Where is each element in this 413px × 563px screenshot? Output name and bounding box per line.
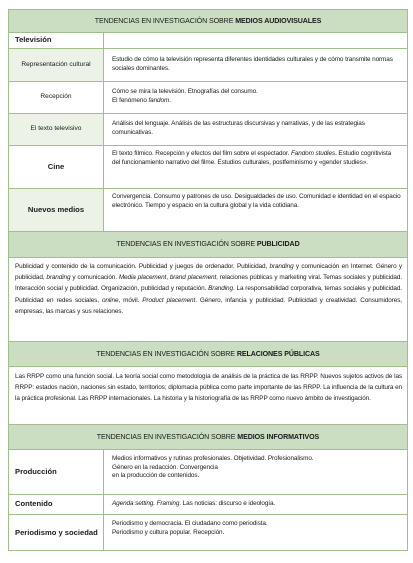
section-header-publicidad bbox=[8, 232, 408, 258]
row-text: Análisis del lenguaje. Análisis de las estructuras discursivas y narrativas, y de las estrategias comunicativas. bbox=[112, 120, 365, 136]
text-segment: branding bbox=[269, 263, 294, 270]
row-line: El fenómeno fandom. bbox=[112, 96, 171, 104]
section-header-rrpp bbox=[8, 342, 408, 367]
table-row bbox=[9, 146, 407, 189]
row-label: Nuevos medios bbox=[9, 189, 104, 231]
row-line: Género en la redacción. Convergencia bbox=[112, 463, 218, 471]
text-segment: Product placement bbox=[142, 296, 196, 304]
header-prefix: TENDENCIAS EN INVESTIGACIÓN SOBRE bbox=[94, 17, 236, 25]
row-label: Producción bbox=[9, 450, 104, 494]
section-header-informativos bbox=[8, 425, 408, 450]
header-bold: PUBLICIDAD bbox=[256, 240, 300, 248]
text-segment: Media placement bbox=[118, 274, 167, 282]
row-text bbox=[104, 515, 407, 550]
section-header-audiovisual bbox=[8, 9, 408, 33]
header-prefix: TENDENCIAS EN INVESTIGACIÓN SOBRE bbox=[96, 433, 238, 441]
row-line: Cómo se mira la televisión. Etnografías del consumo. bbox=[112, 88, 258, 95]
audiovisual-table bbox=[8, 33, 408, 232]
header-bold: RELACIONES PÚBLICAS bbox=[236, 350, 320, 358]
table-row bbox=[9, 82, 407, 114]
table-row bbox=[9, 495, 407, 515]
table-row bbox=[9, 189, 407, 232]
header-prefix: TENDENCIAS EN INVESTIGACIÓN SOBRE bbox=[96, 350, 237, 358]
row-text: Convergencia. Consumo y patrones de uso. Desigualdades de uso. Comunidad e identidad en el espacio electrónico. Tiempo y espacio en la cultura global y la vida cotidiana. bbox=[112, 193, 401, 209]
publicidad-text bbox=[8, 258, 408, 342]
text-segment: . Género, infancia y publicidad. Publicidad y creatividad. Consumidores, empresas, las marcas y sus relaciones. bbox=[15, 296, 402, 315]
row-label: Contenido bbox=[9, 495, 104, 514]
row-text: Agenda setting. Framing. Las noticias: discurso e ideología. bbox=[112, 500, 276, 507]
text-segment: , móvil. bbox=[118, 296, 143, 304]
table-row bbox=[9, 515, 407, 551]
text-segment: branding bbox=[46, 274, 71, 282]
informativos-table bbox=[8, 450, 408, 551]
table-row bbox=[9, 114, 407, 146]
text-segment: y comunicación. bbox=[70, 274, 119, 282]
row-label: El texto televisivo bbox=[9, 114, 104, 145]
row-label: Periodismo y sociedad bbox=[9, 515, 104, 550]
text-segment: y comunicación en Internet. Género y publicidad, bbox=[15, 263, 402, 282]
row-label: Cine bbox=[9, 146, 104, 188]
row-label: Televisión bbox=[9, 33, 104, 48]
text-segment: Branding bbox=[208, 285, 233, 293]
row-text: Estudio de cómo la televisión representa diferentes identidades culturales y de cómo transmite normas sociales dominantes. bbox=[112, 56, 393, 72]
row-text bbox=[104, 33, 407, 48]
header-bold: MEDIOS INFORMATIVOS bbox=[237, 433, 320, 441]
table-row bbox=[9, 33, 407, 49]
text-segment: online bbox=[101, 296, 119, 304]
text-segment: , bbox=[166, 274, 170, 282]
row-text bbox=[104, 450, 407, 494]
row-line: Periodismo y cultura popular. Recepción. bbox=[112, 528, 225, 536]
row-text: El texto fílmico. Recepción y efectos del film sobre el espectador. Fandom studies. Estudio cognitivista del funcionamiento narrativo del filme. Estudios culturales, postfeminismo y «gender studies». bbox=[112, 150, 392, 166]
row-line: en la producción de contenidos. bbox=[112, 472, 200, 480]
header-prefix: TENDENCIAS EN INVESTIGACIÓN SOBRE bbox=[116, 240, 257, 248]
text-segment: , relaciones públicas y marketing viral. Temas sociales y publicidad. Interacción social y publicidad. Organización, publicidad y reputación. bbox=[15, 274, 402, 293]
header-bold: MEDIOS AUDIOVISUALES bbox=[235, 17, 322, 25]
table-row bbox=[9, 450, 407, 495]
rrpp-text: Las RRPP como una función social. La teoría social como metodología de análisis de la práctica de las RRPP. Nuevos sujetos activos de las RRPP: estados nación, naciones sin estado, territorios; diplomacia pública como parte importante de las RRPP. La influencia de la cultura en la práctica profesional. Las RRPP internacionales. La historia y la historiografía de las RRPP como nuevo ámbito de investigación. bbox=[8, 367, 408, 425]
table-row bbox=[9, 49, 407, 82]
row-line: Periodismo y democracia. El ciudadano como periodista. bbox=[112, 520, 268, 527]
row-text bbox=[104, 82, 407, 113]
row-label: Recepción bbox=[9, 82, 104, 113]
text-segment: Publicidad y contenido de la comunicación. Publicidad y juegos de ordenador. Publicidad, bbox=[15, 263, 270, 270]
row-line: Medios informativos y rutinas profesionales. Objetividad. Profesionalismo. bbox=[112, 455, 314, 462]
trends-document bbox=[8, 9, 408, 551]
text-segment: brand placement bbox=[169, 274, 217, 282]
text-segment: . La responsabilidad corporativa, temas sociales y publicidad. Publicidad en redes sociales, bbox=[15, 285, 402, 304]
row-label: Representación cultural bbox=[9, 49, 104, 81]
